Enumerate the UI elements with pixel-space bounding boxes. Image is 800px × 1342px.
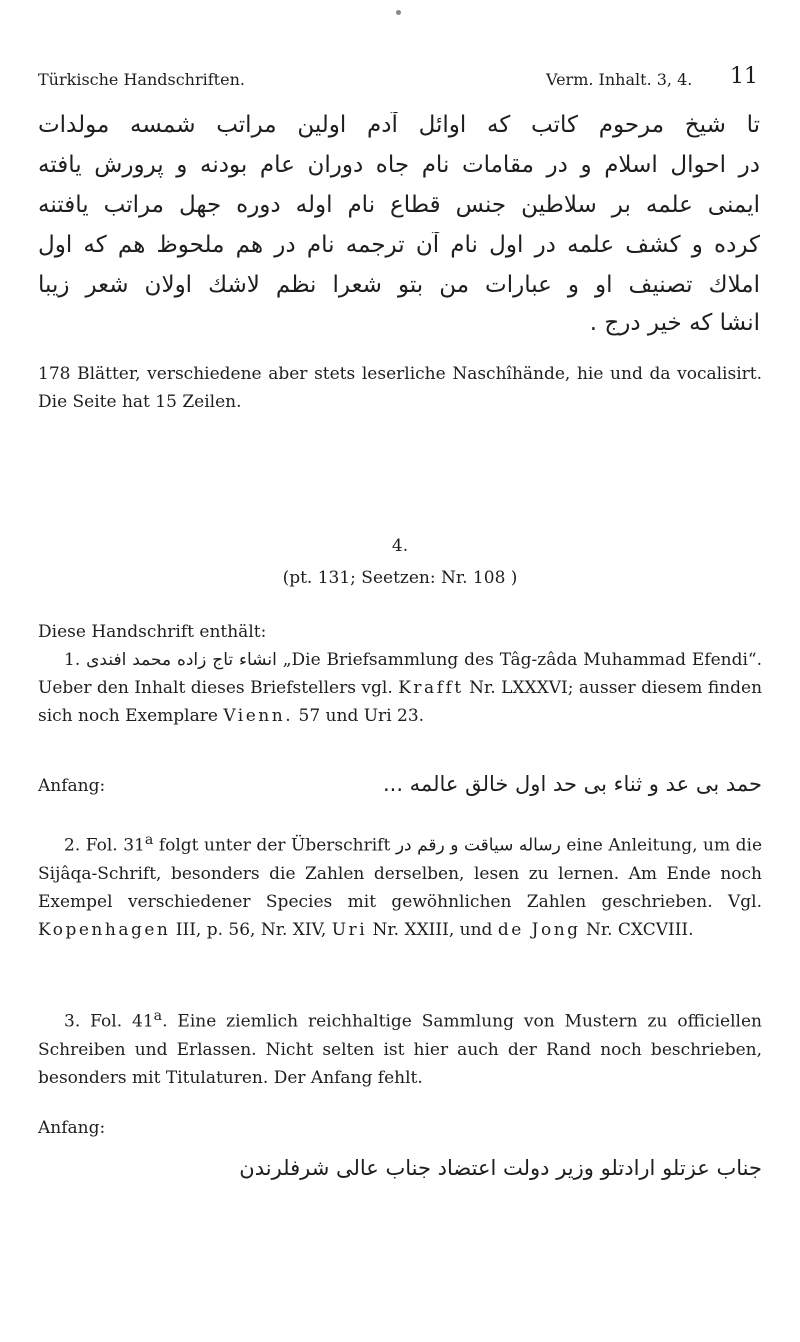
description-paragraph: 178 Blätter, verschiedene aber stets leserliche Naschîhände, hie und da vocalisirt. Die Seite hat 15 Zeilen. [38,364,762,412]
item-2-text-d: III, p. 56, Nr. XIV, [175,919,327,940]
item-3-sup: a [153,1008,163,1024]
item-2-text-b: folgt unter der Überschrift [158,835,391,856]
item-2-text-a: Fol. 31 [85,835,145,856]
arabic-line-5: املاك تصنيف او و عبارات من بتو شعرا نظم لاشك اولان شعر زيبا [38,272,760,298]
anfang-2-arabic: جناب عزتلو ارادتلو وزير دولت اعتضاد جناب عالى شرفلرندن [239,1156,762,1180]
anfang-2-label: Anfang: [38,1118,106,1138]
anfang-1-label: Anfang: [38,776,106,796]
anfang-1-arabic: حمد بى عد و ثناء بى حد اول خالق عالمه ... [382,772,762,796]
item-1-name-b: Vienn. [223,706,294,726]
item-1 [38,646,762,730]
item-2-name-a: Kopenhagen [38,919,171,940]
item-1-text-c: 57 und Uri 23. [298,706,425,726]
item-3-number: 3. [64,1011,81,1032]
header-title: Türkische Handschriften. [38,70,245,89]
item-2-name-b: Uri [331,919,368,940]
item-1-arabic-title: انشاء تاج زاده محمد افندى [86,650,277,670]
anfang-1 [38,772,762,806]
arabic-line-1: تا شيخ مرحوم كاتب كه اوائل آدم اولين مراتب شمسه مولدات [38,112,760,138]
item-2-sup: a [144,832,154,848]
item-2-text-f: Nr. CXCVIII. [585,919,694,940]
item-2-text-e: Nr. XXIII, und [372,919,493,940]
section-reference: (pt. 131; Seetzen: Nr. 108 ) [282,568,518,588]
arabic-line-4: كرده و كشف علمه در اول نام آن ترجمه نام در هم ملحوظ هم كه اول [38,232,760,258]
header-section: Verm. Inhalt. 3, 4. [546,70,693,89]
arabic-line-3: ايمنى علمه بر سلاطين جنس قطاع نام اوله دوره جهل مراتب يافتنه [38,192,760,218]
item-1-name-a: Krafft [398,678,464,698]
anfang-2 [38,1156,762,1190]
arabic-line-6: انشا كه خير درج . [589,310,760,336]
item-3-text-b: . Eine ziemlich reichhaltige Sammlung von Mustern zu officiellen Schreiben und Erlassen. Nicht selten ist hier auch der Rand noch beschrieben, besonders mit Titulaturen. Der Anfang fehlt. [38,1011,762,1088]
item-1-text-a: „Die Briefsammlung des Tâg-zâda Muhammad Efendi“. Ueber den Inhalt dieses Briefstellers vgl. [38,650,763,698]
item-2-arabic-heading: رساله سياقت و رقم در [395,835,561,856]
item-2-text-c: eine Anleitung, um die Sijâqa-Schrift, besonders die Zahlen derselben, lesen zu lernen. Am Ende noch Exempel verschiedener Species mit gewöhnlichen Zahlen geschrieben. Vgl. [38,835,762,912]
item-2-number: 2. [64,835,81,856]
page-number: 11 [730,64,758,89]
running-header [38,64,758,96]
item-2 [38,826,762,944]
item-1-number: 1. [64,650,81,670]
contents-intro: Diese Handschrift enthält: [38,622,267,642]
item-3 [38,1002,762,1092]
arabic-line-2: در احوال اسلام و در مقامات نام جاه دوران عام بودنه و پرورش يافته [38,152,760,178]
section-number: 4. [391,536,409,556]
print-speck [396,10,401,15]
item-3-text-a: Fol. 41 [90,1011,154,1032]
item-2-name-c: de Jong [497,919,581,940]
item-1-text-b: Nr. LXXXVI; ausser diesem finden sich noch Exemplare [38,678,763,726]
